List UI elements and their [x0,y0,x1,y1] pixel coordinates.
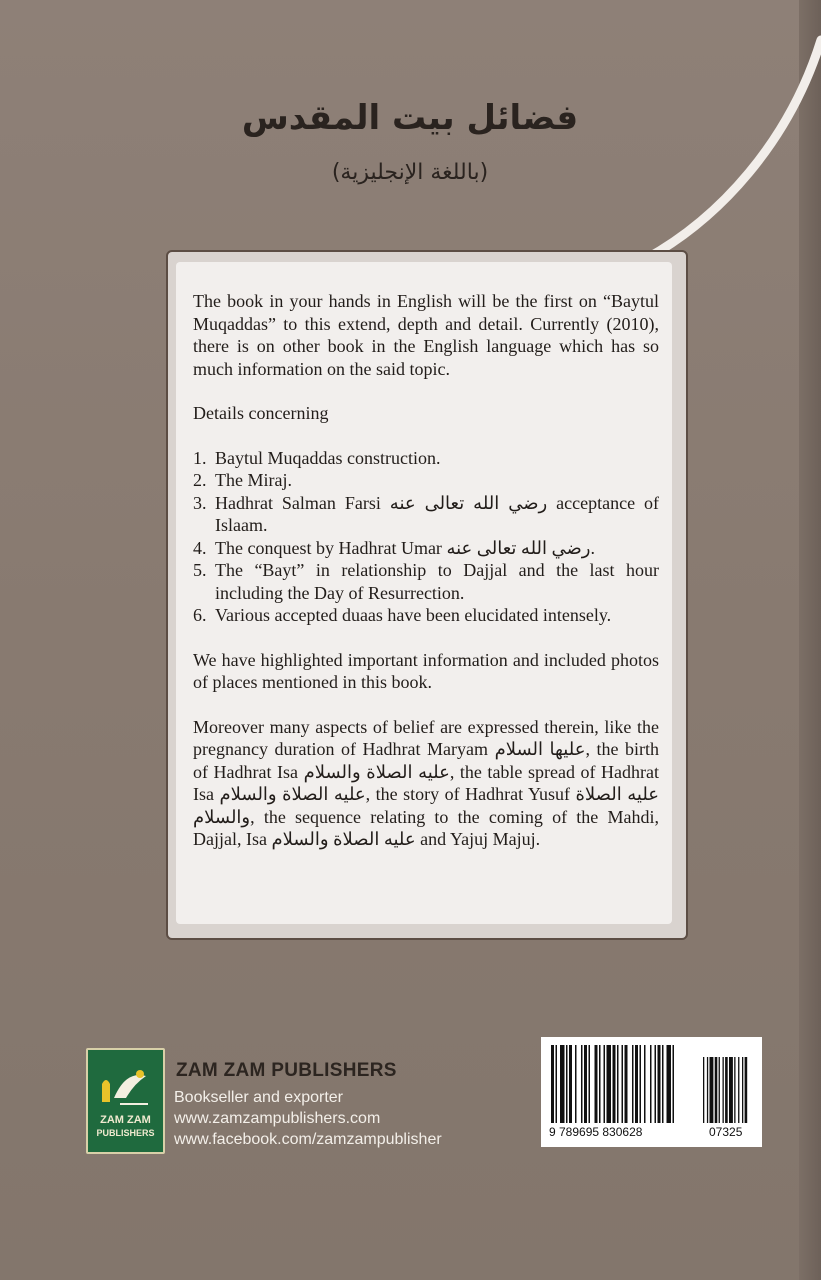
barcode-bar [635,1045,638,1123]
arabic-title: فضائل بيت المقدس [241,98,579,138]
barcode-addon-bar [715,1057,718,1123]
publisher-logo [86,1048,165,1154]
logo-name: ZAM ZAM [100,1114,151,1126]
barcode-bar [644,1045,646,1123]
barcode-addon-bar [738,1057,739,1123]
barcode-bar [584,1045,587,1123]
publisher-name: ZAM ZAM PUBLISHERS [176,1060,397,1081]
barcode-bar [655,1045,657,1123]
barcode-addon-bar [734,1057,735,1123]
details-list [193,447,659,627]
barcode-addon-bar [745,1057,748,1123]
intro-paragraph: The book in your hands in English will be the first on “Baytul Muqaddas” to this extend, depth and detail. Currently (2010), there is on other book in the English language which has so much information on the said topic. [193,291,659,379]
barcode-bar [625,1045,628,1123]
barcode-bar [650,1045,652,1123]
arabic-subtitle: (باللغة الإنجليزية) [331,160,489,185]
barcode-bar [607,1045,612,1123]
barcode-bar [595,1045,598,1123]
barcode-addon-bar [725,1057,728,1123]
zamzam-logo-icon [96,1064,154,1110]
barcode-bar [640,1045,642,1123]
barcode-bar [551,1045,554,1123]
details-item: 1. Baytul Muqaddas construction. [193,447,441,468]
details-item: 4. The conquest by Hadhrat Umar رضي الله تعالى عنه. [193,537,595,558]
barcode-bar [589,1045,591,1123]
publisher-facebook[interactable]: www.facebook.com/zamzampublisher [174,1131,442,1148]
details-item: 2. The Miraj. [193,470,292,490]
barcode-addon-bar [729,1057,733,1123]
barcode-addon-bar [703,1057,704,1123]
isbn-barcode [541,1037,762,1147]
barcode-bar [658,1045,661,1123]
barcode-addon-bar [719,1057,720,1123]
barcode-addon-bar [742,1057,743,1123]
details-item: 6. Various accepted duaas have been elucidated intensely. [193,605,612,625]
barcode-addon-bar [710,1057,714,1123]
blurb-text [193,290,659,873]
barcode-bar [556,1045,558,1123]
details-item: 5. The “Bayt” in relationship to Dajjal and the last hour including the Day of Resurrection. [193,560,659,603]
barcode-bar [632,1045,634,1123]
barcode-bar [662,1045,664,1123]
details-heading: Details concerning [193,403,329,423]
barcode-bar [617,1045,619,1123]
barcode-bar [673,1045,675,1123]
belief-paragraph: Moreover many aspects of belief are expressed therein, like the pregnancy duration of Hadhrat Maryam عليها السلام, the birth of Hadhrat Isa عليه الصلاة والسلام, the table spread of Hadhrat Isa عليه الصلاة والسلام, the story of Hadhrat Yusuf عليه الصلاة والسلام, the sequence relating to the coming of the Mahdi, Dajjal, Isa عليه الصلاة والسلام and Yajuj Majuj. [193,716,660,849]
highlight-paragraph: We have highlighted important information and included photos of places mentioned in this book. [193,649,659,692]
barcode-addon-bar [723,1057,724,1123]
publisher-website[interactable]: www.zamzampublishers.com [174,1110,381,1127]
barcode-bar [569,1045,572,1123]
publisher-tagline: Bookseller and exporter [174,1089,343,1106]
barcode-bar [667,1045,672,1123]
barcode-bar [613,1045,616,1123]
barcode-bar [622,1045,624,1123]
barcode-bar [599,1045,601,1123]
logo-subname: PUBLISHERS [96,1128,155,1138]
barcode-bar [566,1045,568,1123]
addon-digits: 07325 [709,1125,743,1139]
barcode-bar [604,1045,606,1123]
details-item: 3. Hadhrat Salman Farsi رضي الله تعالى عنه acceptance of Islaam. [193,492,660,535]
isbn-digits: 9 789695 830628 [549,1125,643,1139]
barcode-bar [575,1045,577,1123]
barcode-bar [560,1045,565,1123]
barcode-bar [581,1045,583,1123]
barcode-addon-bar [707,1057,708,1123]
